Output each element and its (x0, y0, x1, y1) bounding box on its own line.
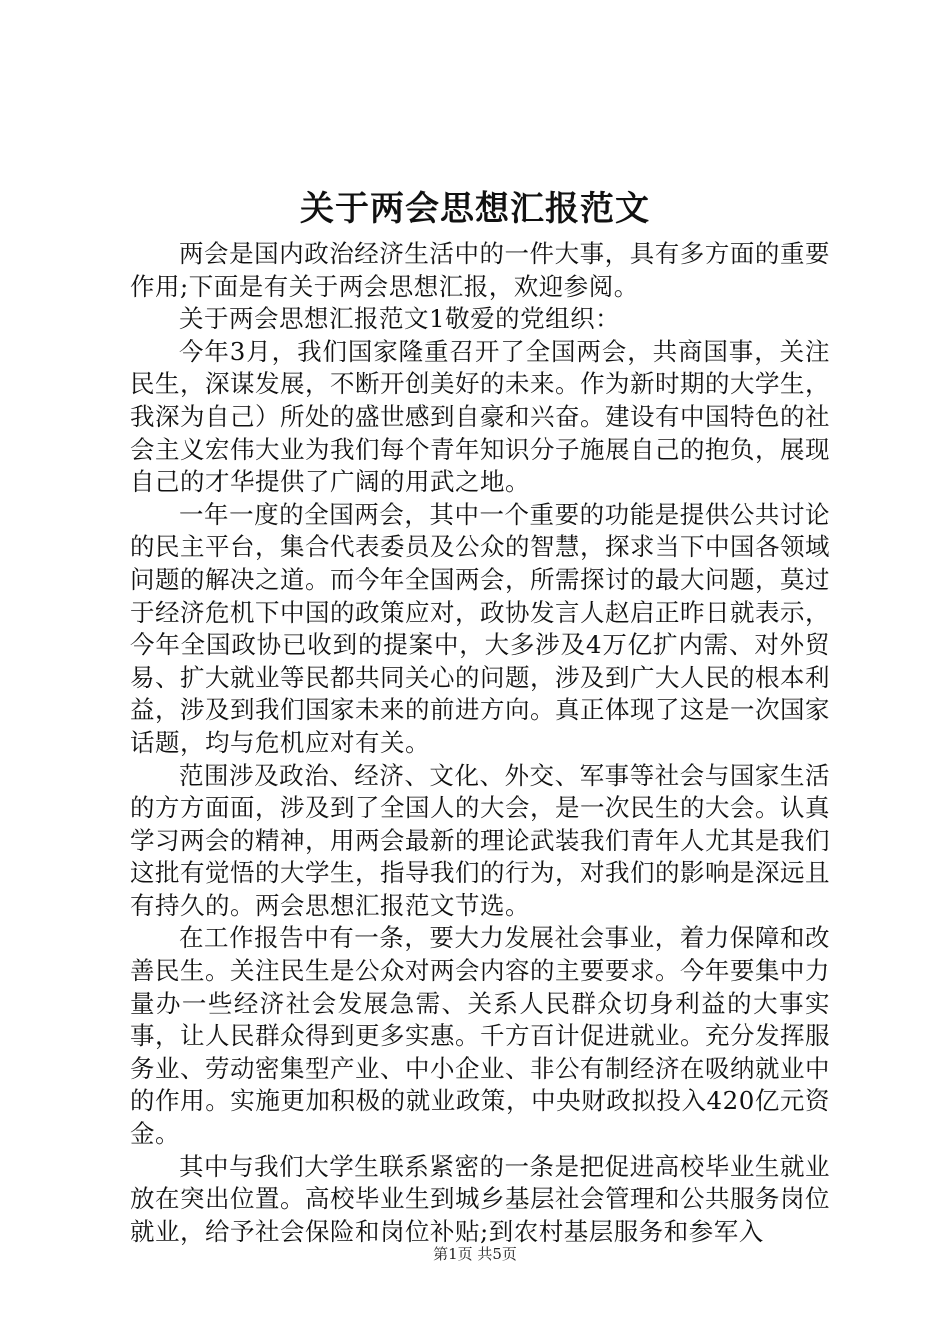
document-title: 关于两会思想汇报范文 (300, 189, 650, 229)
paragraph: 范围涉及政治、经济、文化、外交、军事等社会与国家生活的方方面面，涉及到了全国人的大会，是一次民生的大会。认真学习两会的精神，用两会最新的理论武装我们青年人尤其是我们这批有觉悟的大学生，指导我们的行为，对我们的影响是深远且有持久的。两会思想汇报范文节选。 (130, 760, 830, 920)
paragraph-salutation: 关于两会思想汇报范文1敬爱的党组织： (179, 304, 621, 334)
paragraph: 其中与我们大学生联系紧密的一条是把促进高校毕业生就业放在突出位置。高校毕业生到城乡基层社会管理和公共服务岗位就业，给予社会保险和岗位补贴;到农村基层服务和参军入 (130, 1151, 830, 1246)
paragraph-intro: 两会是国内政治经济生活中的一件大事，具有多方面的重要作用;下面是有关于两会思想汇报，欢迎参阅。 (130, 239, 830, 301)
paragraph: 在工作报告中有一条，要大力发展社会事业，着力保障和改善民生。关注民生是公众对两会内容的主要要求。今年要集中力量办一些经济社会发展急需、关系人民群众切身利益的大事实事，让人民群众得到更多实惠。千方百计促进就业。充分发挥服务业、劳动密集型产业、中小企业、非公有制经济在吸纳就业中的作用。实施更加积极的就业政策，中央财政拟投入420亿元资金。 (130, 923, 830, 1149)
paragraph: 今年3月，我们国家隆重召开了全国两会，共商国事，关注民生，深谋发展，不断开创美好的未来。作为新时期的大学生，我深为自己）所处的盛世感到自豪和兴奋。建设有中国特色的社会主义宏伟大业为我们每个青年知识分子施展自己的抱负，展现自己的才华提供了广阔的用武之地。 (130, 336, 830, 497)
paragraph: 一年一度的全国两会，其中一个重要的功能是提供公共讨论的民主平台，集合代表委员及公众的智慧，探求当下中国各领域问题的解决之道。而今年全国两会，所需探讨的最大问题，莫过于经济危机下中国的政策应对，政协发言人赵启正昨日就表示，今年全国政协已收到的提案中，大多涉及4万亿扩内需、对外贸易、扩大就业等民都共同关心的问题，涉及到广大人民的根本利益，涉及到我们国家未来的前进方向。真正体现了这是一次国家话题，均与危机应对有关。 (130, 499, 830, 757)
page-number: 第1页 共5页 (433, 1245, 517, 1263)
page-footer (0, 1244, 950, 1264)
document-body (130, 238, 830, 1248)
